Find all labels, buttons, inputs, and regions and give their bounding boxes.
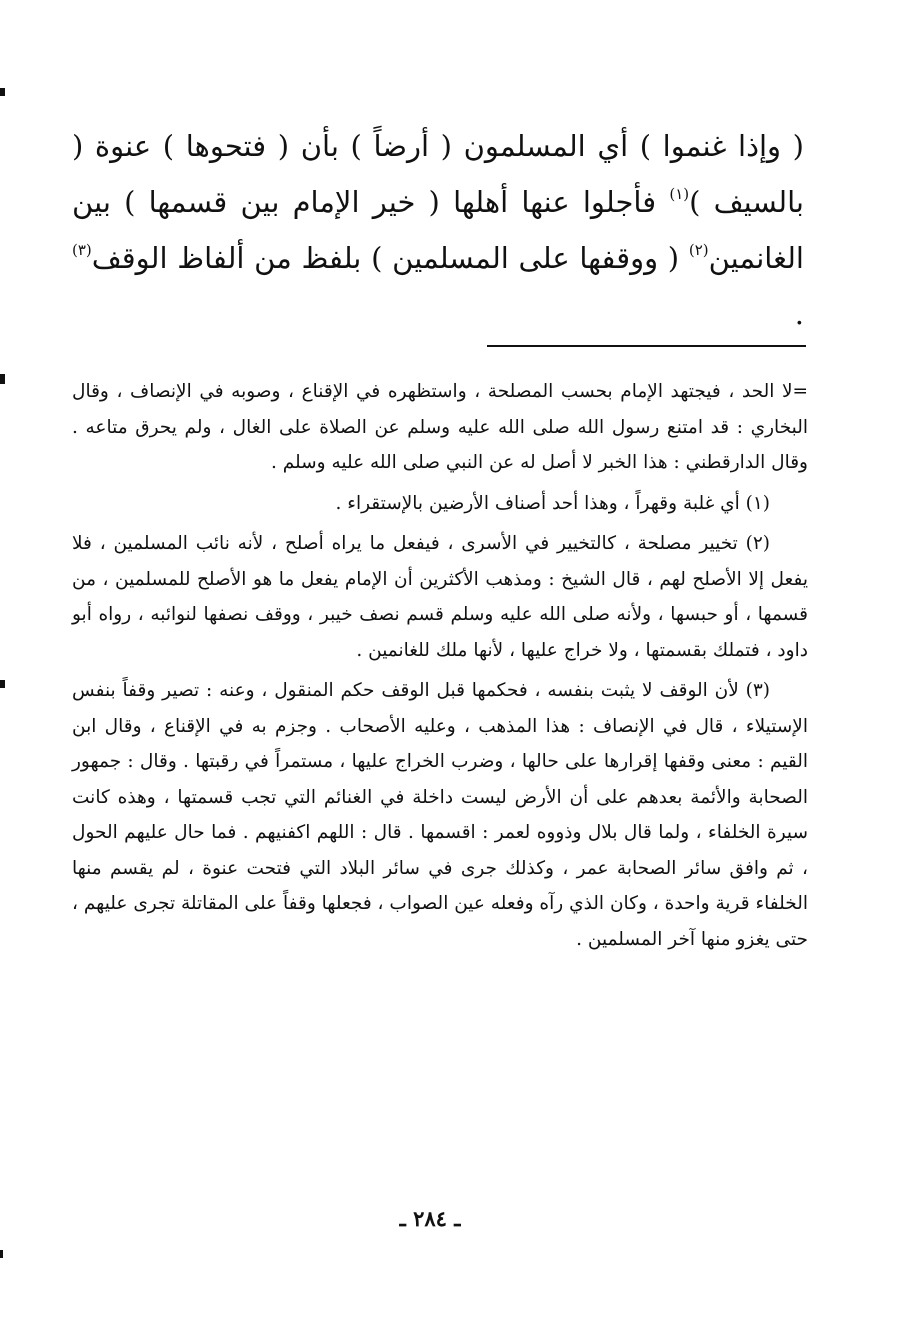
scan-edge-mark xyxy=(0,374,5,384)
page-number: ـ ٢٨٤ ـ xyxy=(399,1206,461,1231)
scan-edge-mark xyxy=(0,680,5,688)
main-paragraph xyxy=(72,118,804,342)
footnote-continuation: =لا الحد ، فيجتهد الإمام بحسب المصلحة ، واستظهره في الإقناع ، وصوبه في الإنصاف ، وقال البخاري : قد امتنع رسول الله صلى الله عليه وسلم عن الصلاة على الغال ، ولم يحرق متاعه . وقال الدارقطني : هذا الخبر لا أصل له عن النبي صلى الله عليه وسلم . xyxy=(72,381,808,473)
footnote-3: (٣) لأن الوقف لا يثبت بنفسه ، فحكمها قبل الوقف حكم المنقول ، وعنه : تصير وقفاً بنفس الإستيلاء ، قال في الإنصاف : هذا المذهب ، وعليه الأصحاب . وجزم به في الإقناع ، وقال ابن القيم : معنى وقفها إقرارها على حالها ، وضرب الخراج عليها ، مستمراً في رقبتها . وقال : جمهور الصحابة والأئمة بعدهم على أن الأرض ليست داخلة في الغنائم التي تجب قسمتها ، وهذه كانت سيرة الخلفاء ، ولما قال بلال وذووه لعمر : اقسمها . قال : اللهم اكفنيهم . فما حال عليهم الحول ، ثم وافق سائر الصحابة عمر ، وكذلك جرى في سائر البلاد التي فتحت عنوة ، لم يقسم منها الخلفاء قرية واحدة ، وكان الذي رآه وفعله عين الصواب ، فجعلها وقفاً على المقاتلة تجرى عليهم ، حتى يغزو منها آخر المسلمين . xyxy=(72,680,808,950)
scan-edge-mark xyxy=(0,88,5,96)
main-text-part: فأجلوا عنها أهلها ( خير الإمام بين قسمها ) بين الغانمين xyxy=(72,185,804,275)
footnote-ref-3: (٣) xyxy=(72,241,92,259)
footnote-ref-2: (٢) xyxy=(688,241,709,259)
main-text-part: . xyxy=(794,297,804,331)
main-text xyxy=(72,118,804,342)
footnote-1: (١) أي غلبة وقهراً ، وهذا أحد أصناف الأرضين بالإستقراء . xyxy=(335,492,770,514)
footnote-separator xyxy=(487,345,806,347)
main-text-part: ( ووقفها على المسلمين ) بلفظ من ألفاظ الوقف xyxy=(91,241,689,275)
scan-edge-mark xyxy=(0,1250,3,1258)
main-text-part: ( وإذا غنموا ) أي المسلمون ( أرضاً ) بأن ( فتحوها ) عنوة ( بالسيف ) xyxy=(72,129,804,219)
footnote-ref-1: (١) xyxy=(669,185,690,203)
footnotes xyxy=(72,374,808,962)
footnote-2: (٢) تخيير مصلحة ، كالتخيير في الأسرى ، فيفعل ما يراه أصلح ، لأنه نائب المسلمين ، فلا يفعل إلا الأصلح لهم ، قال الشيخ : ومذهب الأكثرين أن الإمام يفعل ما هو الأصلح للمسلمين ، من قسمها ، أو حبسها ، ولأنه صلى الله عليه وسلم قسم نصف خيبر ، ووقف نصفها لنوائبه ، رواه أبو داود ، فتملك بقسمتها ، ولا خراج عليها ، لأنها ملك للغانمين . xyxy=(72,533,808,661)
